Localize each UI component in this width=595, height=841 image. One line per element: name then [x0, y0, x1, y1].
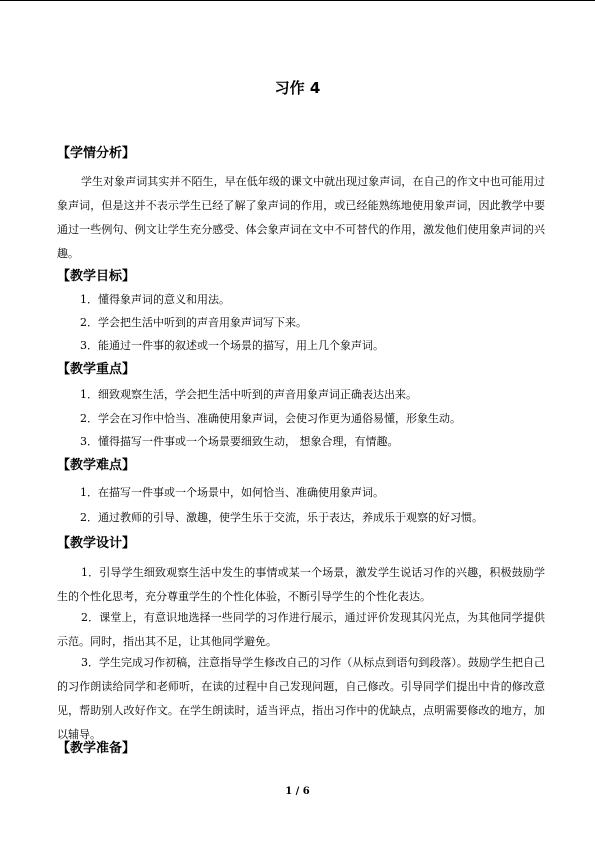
difficulty-item: 2．通过教师的引导、激趣，使学生乐于交流，乐于表达，养成乐于观察的好习惯。 [80, 511, 483, 524]
section-heading-difficulties: 【教学难点】 [57, 458, 136, 473]
section-heading-design: 【教学设计】 [57, 536, 136, 551]
goal-item: 1．懂得象声词的意义和用法。 [80, 293, 230, 306]
design-paragraph: 3．学生完成习作初稿，注意指导学生修改自己的习作（从标点到语句到段落）。鼓励学生把自己的习作朗读给同学和老师听，在读的过程中自己发现问题，自己修改。引导同学们提出中肯的修改意见，帮助别人改好作文。在学生朗读时，适当评点，指出习作中的优缺点，点明需要修改的地方，加以辅导。 [57, 656, 545, 741]
key-point-item: 3．懂得描写一件事或一个场景要细致生动， 想象合理，有情趣。 [80, 435, 399, 448]
key-point-item: 1．细致观察生活，学会把生活中听到的声音用象声词正确表达出来。 [80, 388, 417, 401]
goal-item: 2．学会把生活中听到的声音用象声词写下来。 [80, 316, 307, 329]
key-point-item: 2．学会在习作中恰当、准确使用象声词，会使习作更为通俗易懂，形象生动。 [80, 412, 461, 425]
section-heading-key-points: 【教学重点】 [57, 362, 136, 377]
header-rule [0, 0, 595, 1]
analysis-paragraph: 学生对象声词其实并不陌生，早在低年级的课文中就出现过象声词，在自己的作文中也可能用过象声词，但是这并不表示学生已经了解了象声词的作用，或已经能熟练地使用象声词，因此教学中要通过一些例句、例文让学生充分感受、体会象声词在文中不可替代的作用，激发他们使用象声词的兴趣。 [57, 175, 545, 260]
design-paragraph: 2．课堂上，有意识地选择一些同学的习作进行展示，通过评价发现其闪光点，为其他同学提供示范。同时，指出其不足，让其他同学避免。 [57, 611, 545, 648]
goal-item: 3．能通过一件事的叙述或一个场景的描写，用上几个象声词。 [80, 339, 384, 352]
difficulty-item: 1．在描写一件事或一个场景中，如何恰当、准确使用象声词。 [80, 486, 384, 499]
section-heading-preparation: 【教学准备】 [57, 741, 136, 756]
section-heading-goals: 【教学目标】 [57, 269, 136, 284]
design-paragraph: 1．引导学生细致观察生活中发生的事情或某一个场景，激发学生说话习作的兴趣，积极鼓励学生的个性化思考，充分尊重学生的个性化体验，不断引导学生的个性化表达。 [57, 566, 545, 603]
page-number: 1 / 6 [285, 786, 310, 797]
section-heading-analysis: 【学情分析】 [57, 146, 136, 161]
document-title: 习作 4 [274, 79, 321, 97]
